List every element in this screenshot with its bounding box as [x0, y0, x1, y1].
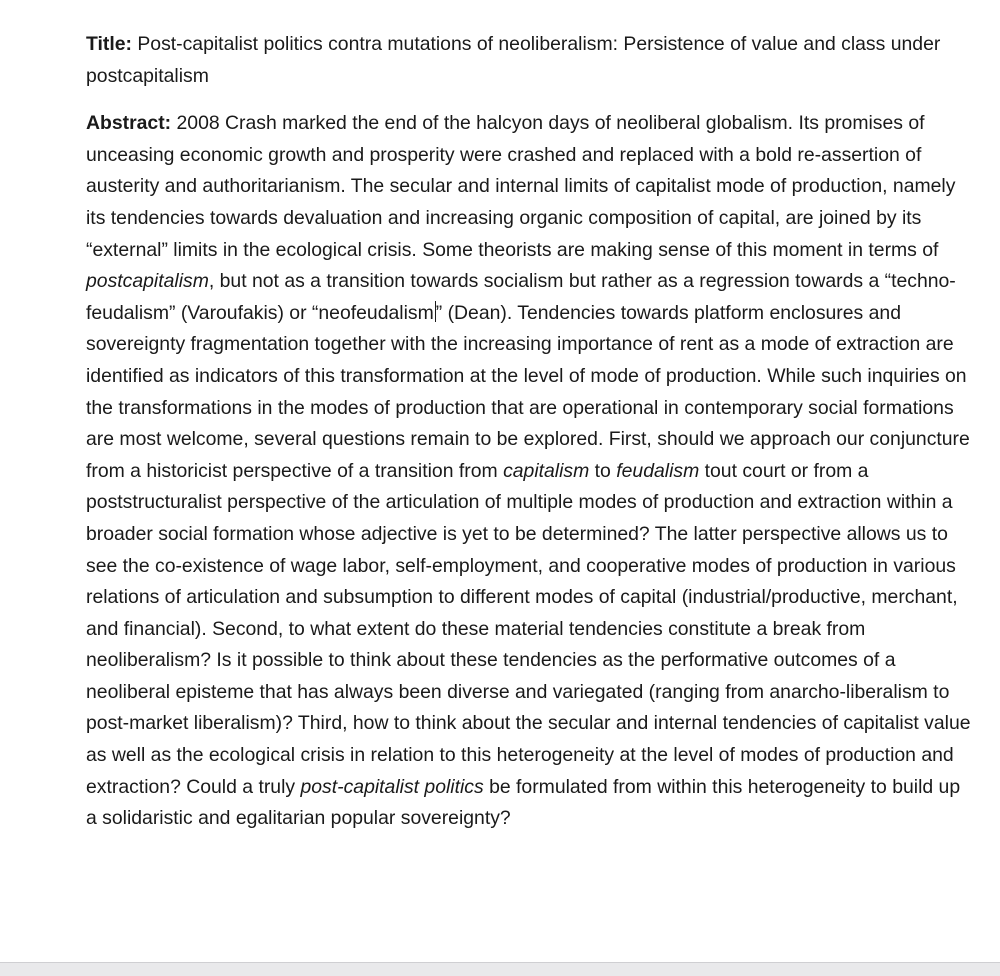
abstract-label: Abstract:: [86, 112, 172, 135]
title-label: Title:: [86, 33, 132, 55]
title-paragraph[interactable]: [86, 29, 971, 92]
abstract-italic-postcapitalism: postcapitalism: [86, 270, 209, 293]
abstract-paragraph[interactable]: [86, 108, 971, 835]
title-text: Post-capitalist politics contra mutations of neoliberalism: Persistence of value and class under postcapitalism: [86, 33, 941, 87]
bottom-scroll-bar[interactable]: [0, 962, 1000, 976]
abstract-italic-post-capitalist-politics: post-capitalist politics: [300, 775, 484, 798]
abstract-text-6: be formulated from within this heterogeneity to build up a solidaristic and egalitarian popular sovereignty?: [86, 775, 961, 830]
abstract-text-2: , but not as a transition towards socialism but rather as a regression towards a “techno-feudalism” (Varoufakis) or “neofeudalism: [86, 270, 956, 324]
abstract-text-4: to: [589, 459, 617, 482]
abstract-italic-capitalism: capitalism: [503, 459, 590, 482]
abstract-text-3: ” (Dean). Tendencies towards platform enclosures and sovereignty fragmentation together with the increasing importance of rent as a mode of extraction are identified as indicators of this transformation at the level of mode of production. While such inquiries on the transformations in the modes of production that are operational in contemporary social formations are most welcome, several questions remain to be explored. First, should we approach our conjuncture from a historicist perspective of a transition from: [86, 301, 970, 482]
abstract-text-5: tout court or from a poststructuralist perspective of the articulation of multiple modes of production and extraction within a broader social formation whose adjective is yet to be determined? The latter perspective allows us to see the co-existence of wage labor, self-employment, and cooperative modes of production in various relations of articulation and subsumption to different modes of capital (industrial/productive, merchant, and financial). Second, to what extent do these material tendencies constitute a break from neoliberalism? Is it possible to think about these tendencies as the performative outcomes of a neoliberal episteme that has always been diverse and variegated (ranging from anarcho-liberalism to post-market liberalism)? Third, how to think about the secular and internal tendencies of capitalist value as well as the ecological crisis in relation to this heterogeneity at the level of modes of production and extraction? Could a truly: [86, 459, 971, 798]
abstract-text-1: 2008 Crash marked the end of the halcyon days of neoliberal globalism. Its promises of unceasing economic growth and prosperity were crashed and replaced with a bold re-assertion of austerity and authoritarianism. The secular and internal limits of capitalist mode of production, namely its tendencies towards devaluation and increasing organic composition of capital, are joined by its “external” limits in the ecological crisis. Some theorists are making sense of this moment in terms of: [86, 112, 956, 261]
abstract-italic-feudalism: feudalism: [616, 459, 700, 482]
document-body[interactable]: [86, 29, 971, 835]
